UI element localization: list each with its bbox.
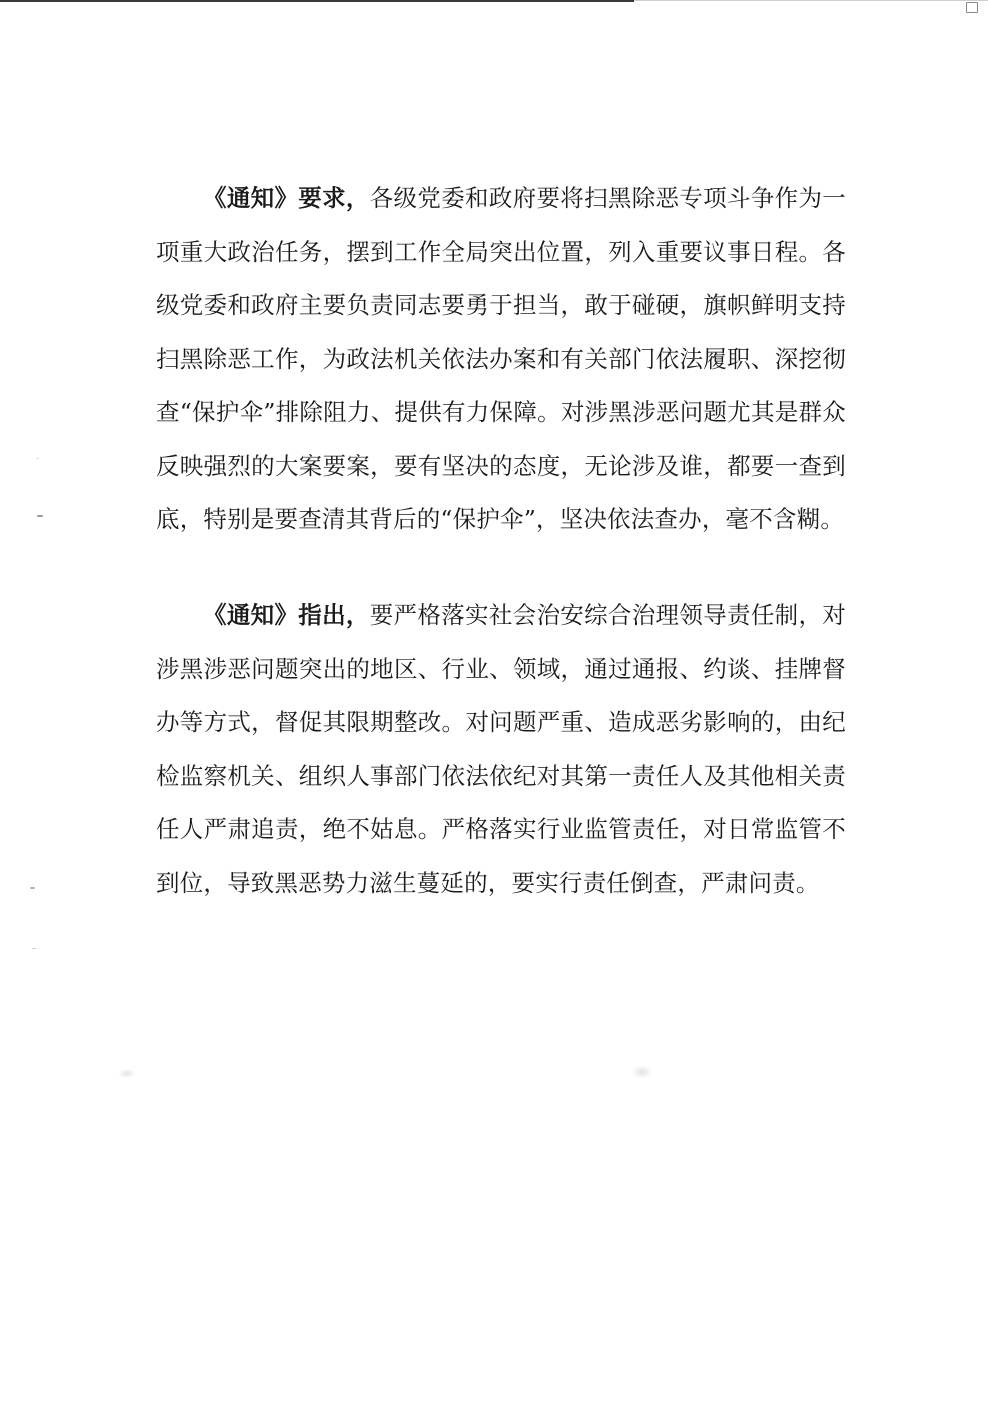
paragraph-body: 要严格落实社会治安综合治理领导责任制，对涉黑涉恶问题突出的地区、行业、领域，通过通报、约谈、挂牌督办等方式，督促其限期整改。对问题严重、造成恶劣影响的，由纪检监察机关、组织人事部门依法依纪对其第一责任人及其他相关责任人严肃追责，绝不姑息。严格落实行业监管责任，对日常监管不到位，导致黑恶势力滋生蔓延的，要实行责任倒查，严肃问责。 [156, 601, 846, 897]
paragraph-notice-points [156, 589, 846, 910]
paragraph-lead: 《通知》指出， [203, 601, 370, 629]
corner-mark [966, 2, 978, 13]
scan-speck [36, 458, 39, 459]
scan-speck [37, 515, 43, 517]
scan-smudge [632, 1066, 652, 1078]
top-edge-rule [0, 0, 634, 2]
scan-speck [32, 948, 36, 949]
paragraph-body: 各级党委和政府要将扫黑除恶专项斗争作为一项重大政治任务，摆到工作全局突出位置，列入重要议事日程。各级党委和政府主要负责同志要勇于担当，敢于碰硬，旗帜鲜明支持扫黑除恶工作，为政法机关依法办案和有关部门依法履职、深挖彻查“保护伞”排除阻力、提供有力保障。对涉黑涉恶问题尤其是群众反映强烈的大案要案，要有坚决的态度，无论涉及谁，都要一查到底，特别是要查清其背后的“保护伞”，坚决依法查办，毫不含糊。 [156, 184, 846, 533]
scan-speck [30, 887, 35, 889]
paragraph-lead: 《通知》要求， [203, 184, 370, 212]
paragraph-notice-requirements [156, 172, 846, 547]
scan-smudge [119, 1069, 135, 1078]
top-edge-rule-faint [634, 0, 988, 1]
